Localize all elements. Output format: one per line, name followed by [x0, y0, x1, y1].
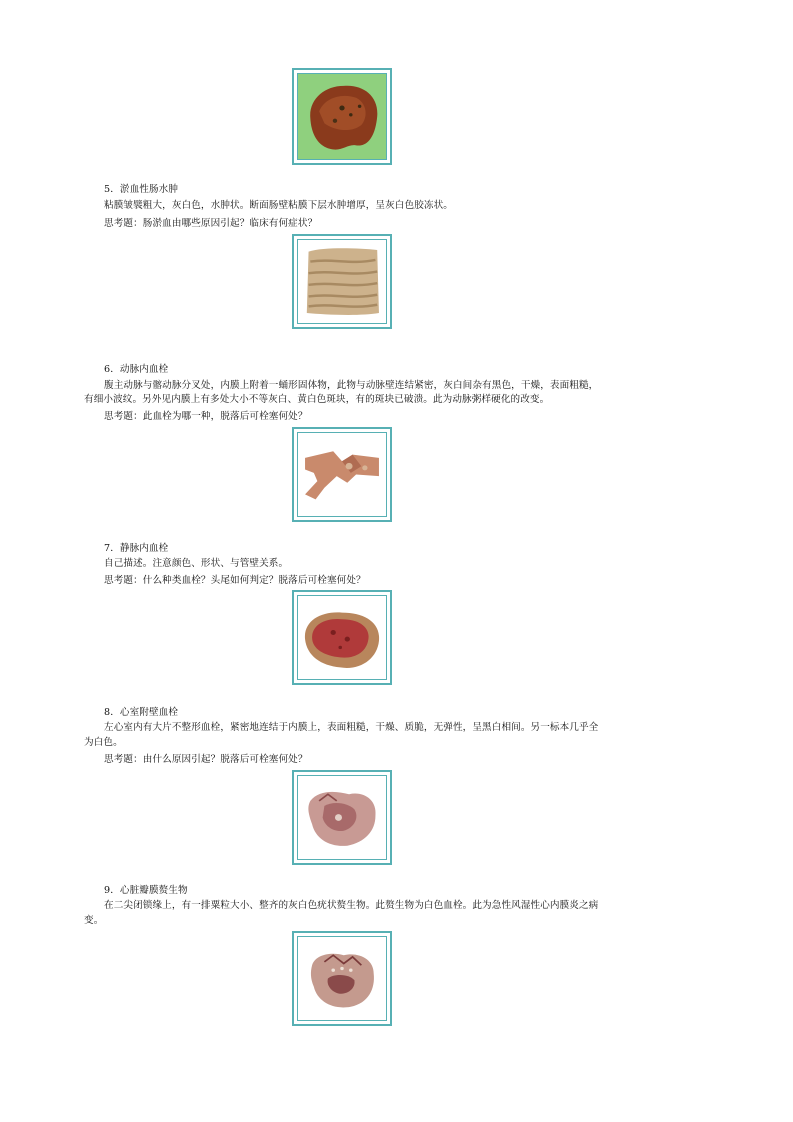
specimen-figure-2	[292, 234, 392, 329]
section-6-title: 6．动脉内血栓	[104, 364, 169, 375]
specimen-image-2	[298, 240, 386, 323]
specimen-figure-6	[292, 931, 392, 1026]
specimen-figure-4	[292, 590, 392, 685]
specimen-image-3	[298, 433, 386, 516]
section-6-description-line-1: 腹主动脉与髂动脉分叉处，内膜上附着一蛹形固体物，此物与动脉壁连结紧密，灰白间杂有黑色，干燥，表面粗糙，	[104, 380, 599, 391]
section-7-description: 自己描述。注意颜色、形状、与管壁关系。	[104, 558, 289, 569]
specimen-figure-5	[292, 770, 392, 865]
section-8-description-line-1: 左心室内有大片不整形血栓，紧密地连结于内膜上，表面粗糙，干燥、质脆，无弹性，呈黑白相间。另一标本几乎全	[104, 722, 599, 733]
section-9-description-line-2: 变。	[84, 915, 104, 926]
section-5-question: 思考题：肠淤血由哪些原因引起？临床有何症状？	[104, 218, 318, 229]
section-6-description-line-2: 有细小波纹。另外见内膜上有多处大小不等灰白、黄白色斑块，有的斑块已破溃。此为动脉粥样硬化的改变。	[84, 394, 550, 405]
specimen-image-1	[298, 74, 386, 159]
specimen-figure-1	[292, 68, 392, 165]
section-9-description-line-1: 在二尖闭锁缘上，有一排粟粒大小、整齐的灰白色疣状赘生物。此赘生物为白色血栓。此为急性风湿性心内膜炎之病	[104, 900, 599, 911]
section-5-title: 5．淤血性肠水肿	[104, 184, 179, 195]
section-8-description-line-2: 为白色。	[84, 737, 123, 748]
section-7-question: 思考题：什么种类血栓？头尾如何判定？脱落后可栓塞何处？	[104, 575, 366, 586]
specimen-figure-3	[292, 427, 392, 522]
section-7-title: 7．静脉内血栓	[104, 543, 169, 554]
section-6-question: 思考题：此血栓为哪一种，脱落后可栓塞何处？	[104, 411, 308, 422]
section-9-title: 9．心脏瓣膜赘生物	[104, 885, 188, 896]
section-5-description: 粘膜皱襞粗大，灰白色，水肿状。断面肠壁粘膜下层水肿增厚，呈灰白色胶冻状。	[104, 200, 453, 211]
specimen-image-6	[298, 937, 386, 1020]
section-8-question: 思考题：由什么原因引起？脱落后可栓塞何处？	[104, 754, 308, 765]
specimen-image-5	[298, 776, 386, 859]
specimen-image-4	[298, 596, 386, 679]
section-8-title: 8．心室附壁血栓	[104, 707, 179, 718]
